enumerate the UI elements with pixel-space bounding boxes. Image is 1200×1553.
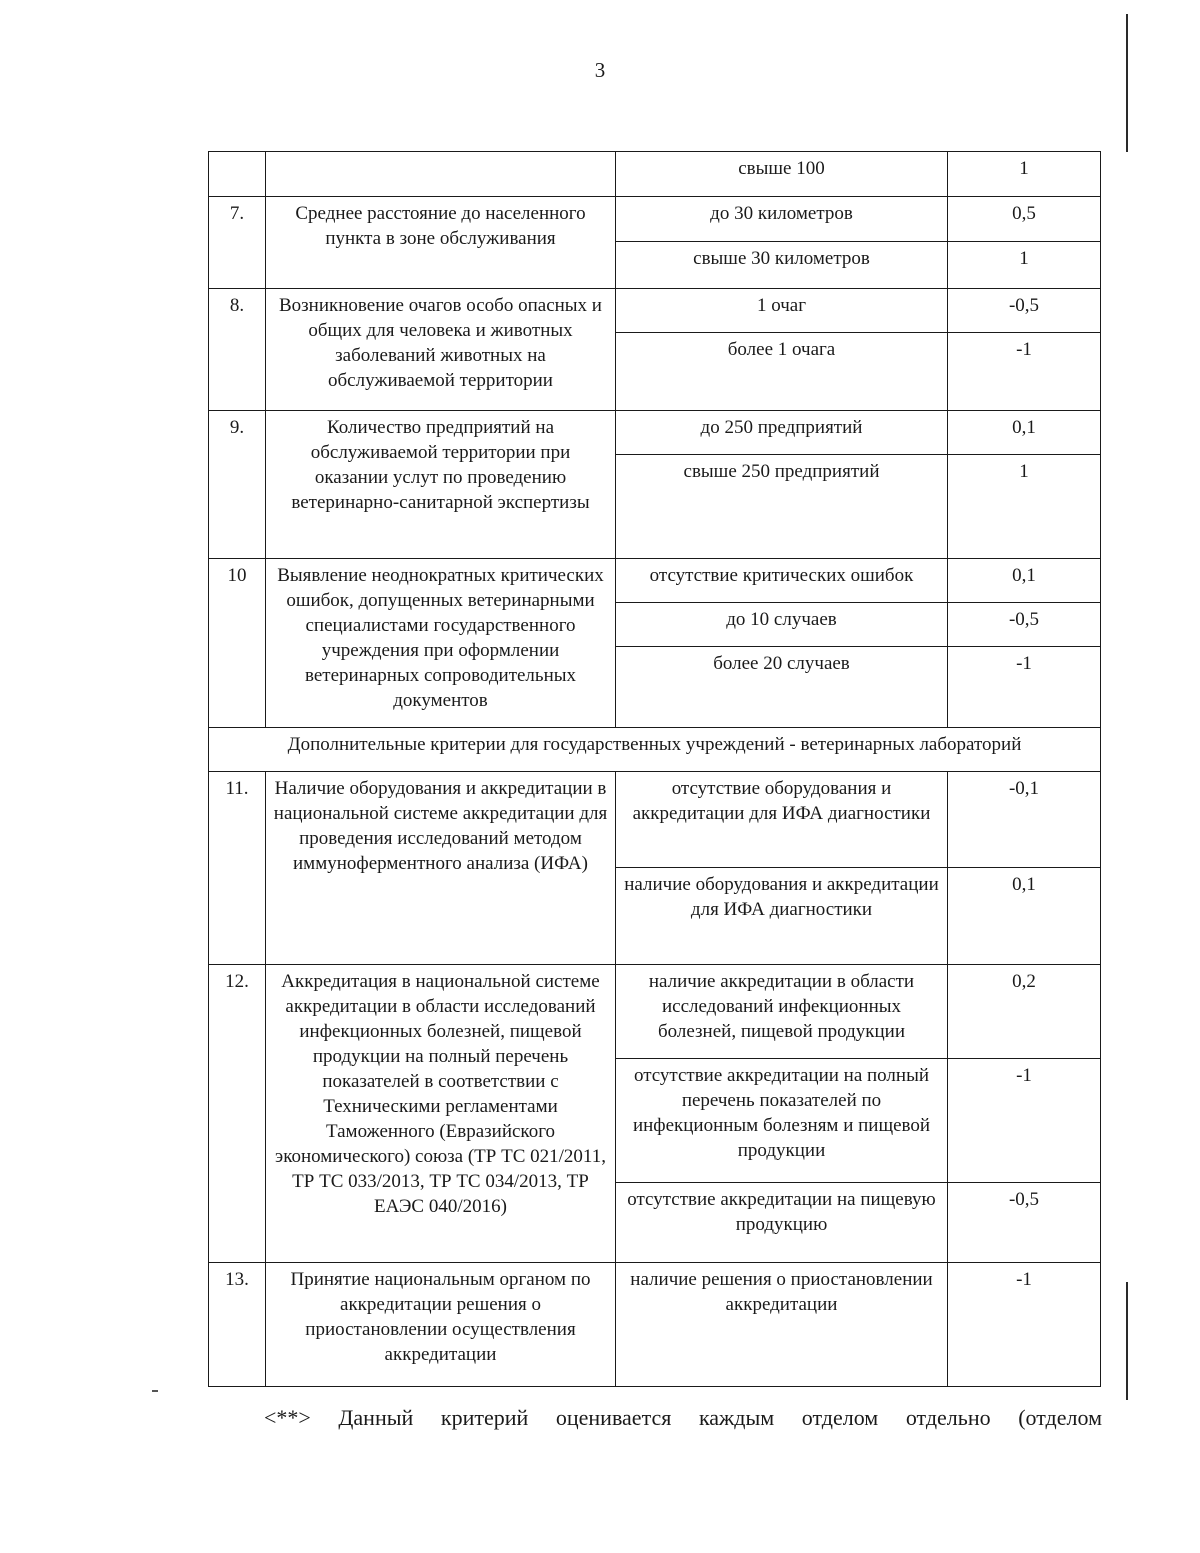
cell-score: 0,1 <box>948 868 1101 965</box>
cell-criterion: Аккредитация в национальной системе аккредитации в области исследований инфекционных болезней, пищевой продукции на полный перечень показателей в соответствии с Техническими регламентами Таможенного (Евразийского экономического) союза (ТР ТС 021/2011, ТР ТС 033/2013, ТР ТС 034/2013, ТР ЕАЭС 040/2016) <box>266 965 616 1263</box>
cell-num: 11. <box>209 772 266 965</box>
cell-criterion: Принятие национальным органом по аккредитации решения о приостановлении осуществления аккредитации <box>266 1263 616 1387</box>
cell-score: 1 <box>948 242 1101 289</box>
cell-score: -1 <box>948 1059 1101 1183</box>
cell-num-empty <box>209 152 266 197</box>
cell-score: -0,5 <box>948 603 1101 647</box>
page-number: 3 <box>594 58 606 82</box>
cell-score: -0,1 <box>948 772 1101 868</box>
cell-score: 0,1 <box>948 411 1101 455</box>
cell-value: наличие оборудования и аккредитации для ИФА диагностики <box>616 868 948 965</box>
cell-value: до 10 случаев <box>616 603 948 647</box>
scan-speck <box>152 1390 158 1392</box>
cell-value: до 30 километров <box>616 197 948 242</box>
cell-value: до 250 предприятий <box>616 411 948 455</box>
table-row-7 <box>209 197 1101 242</box>
cell-criterion: Возникновение очагов особо опасных и общих для человека и животных заболеваний животных на обслуживаемой территории <box>266 289 616 411</box>
cell-name-empty <box>266 152 616 197</box>
cell-score: -1 <box>948 1263 1101 1387</box>
cell-criterion: Выявление неоднократных критических ошибок, допущенных ветеринарными специалистами государственного учреждения при оформлении ветеринарных сопроводительных документов <box>266 559 616 728</box>
cell-num: 10 <box>209 559 266 728</box>
cell-value: отсутствие аккредитации на пищевую продукцию <box>616 1183 948 1263</box>
table-section-header-row <box>209 728 1101 772</box>
cell-num: 9. <box>209 411 266 559</box>
cell-num: 13. <box>209 1263 266 1387</box>
table-row-10 <box>209 559 1101 603</box>
cell-value: отсутствие критических ошибок <box>616 559 948 603</box>
section-header: Дополнительные критерии для государственных учреждений - ветеринарных лабораторий <box>209 728 1101 772</box>
cell-score: -0,5 <box>948 1183 1101 1263</box>
cell-value: свыше 30 километров <box>616 242 948 289</box>
cell-value: более 20 случаев <box>616 647 948 728</box>
cell-value: отсутствие аккредитации на полный перечень показателей по инфекционным болезням и пищевой продукции <box>616 1059 948 1183</box>
table-row-12 <box>209 965 1101 1059</box>
cell-score: -1 <box>948 333 1101 411</box>
cell-score: 0,1 <box>948 559 1101 603</box>
cell-num: 7. <box>209 197 266 289</box>
criteria-table <box>208 151 1101 1387</box>
cell-value: свыше 250 предприятий <box>616 455 948 559</box>
cell-criterion: Количество предприятий на обслуживаемой территории при оказании услут по проведению ветеринарно-санитарной экспертизы <box>266 411 616 559</box>
cell-score: 0,5 <box>948 197 1101 242</box>
cell-num: 8. <box>209 289 266 411</box>
cell-value: отсутствие оборудования и аккредитации для ИФА диагностики <box>616 772 948 868</box>
cell-score: 1 <box>948 455 1101 559</box>
cell-value: 1 очаг <box>616 289 948 333</box>
cell-value: наличие аккредитации в области исследований инфекционных болезней, пищевой продукции <box>616 965 948 1059</box>
cell-score: 1 <box>948 152 1101 197</box>
cell-value: более 1 очага <box>616 333 948 411</box>
cell-score: 0,2 <box>948 965 1101 1059</box>
cell-value: наличие решения о приостановлении аккредитации <box>616 1263 948 1387</box>
table-row-continuation <box>209 152 1101 197</box>
cell-value: свыше 100 <box>616 152 948 197</box>
cell-score: -0,5 <box>948 289 1101 333</box>
footnote: <**> Данный критерий оценивается каждым отделом отдельно (отделом <box>264 1405 1102 1430</box>
table-row-13 <box>209 1263 1101 1387</box>
cell-criterion: Среднее расстояние до населенного пункта в зоне обслуживания <box>266 197 616 289</box>
table-row-8 <box>209 289 1101 333</box>
table-row-11 <box>209 772 1101 868</box>
scan-edge-line-bottom <box>1126 1282 1128 1400</box>
cell-num: 12. <box>209 965 266 1263</box>
cell-score: -1 <box>948 647 1101 728</box>
table-row-9 <box>209 411 1101 455</box>
scan-edge-line-top <box>1126 14 1128 152</box>
cell-criterion: Наличие оборудования и аккредитации в национальной системе аккредитации для проведения исследований методом иммуноферментного анализа (ИФА) <box>266 772 616 965</box>
